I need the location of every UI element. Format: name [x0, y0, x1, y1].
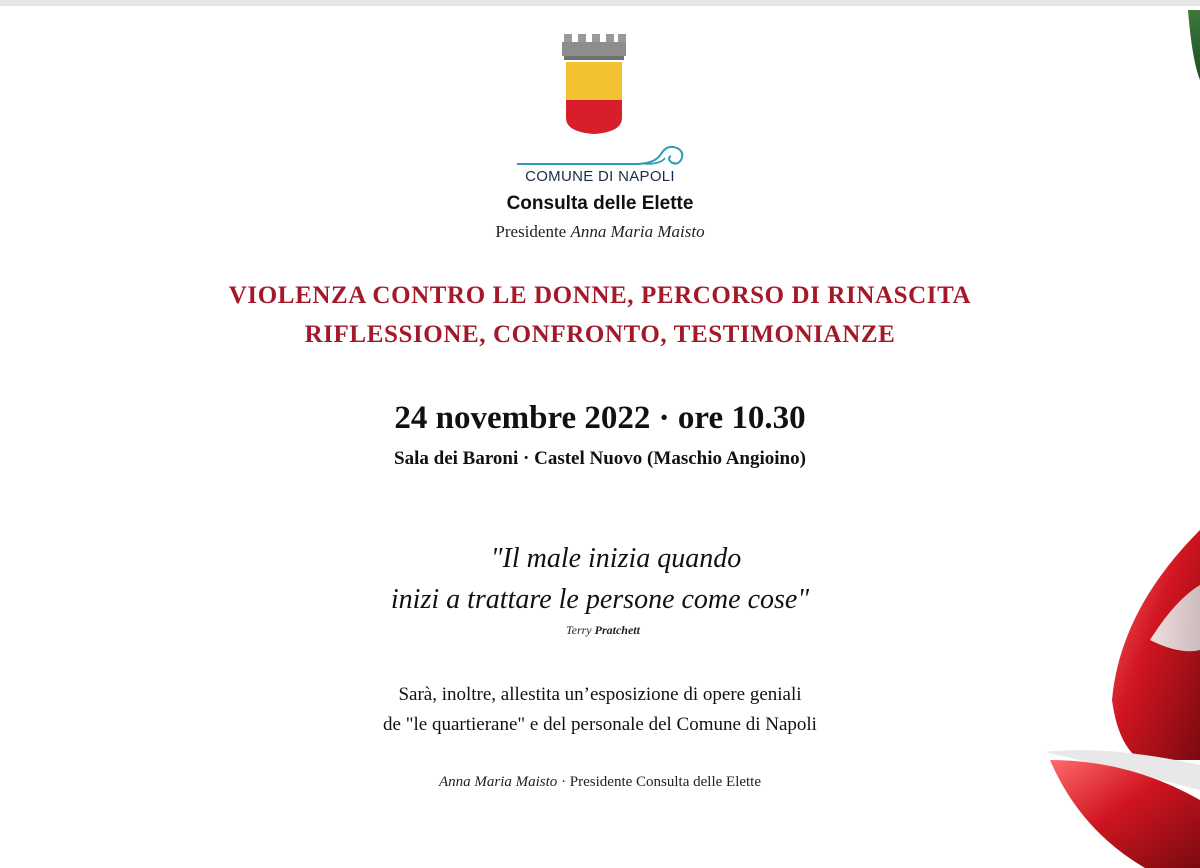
- event-venue: Sala dei Baroni · Castel Nuovo (Maschio Angioino): [394, 448, 806, 469]
- presidente-line: [0, 222, 1200, 242]
- event-title-line2: RIFLESSIONE, CONFRONTO, TESTIMONIANZE: [304, 321, 896, 348]
- exhibition-line2: de "le quartierane" e del personale del Comune di Napoli: [383, 714, 817, 735]
- signature-role: · Presidente Consulta delle Elette: [557, 774, 762, 790]
- consulta-heading: Consulta delle Elette: [506, 193, 694, 214]
- napoli-text: NAPOLI: [618, 168, 675, 185]
- naples-crest-icon: [558, 34, 628, 138]
- signature-name: Anna Maria Maisto: [438, 774, 558, 790]
- comune-text: COMUNE DI: [525, 168, 619, 185]
- presidente-label: Presidente: [495, 222, 571, 241]
- author-last-name: Pratchett: [594, 623, 640, 637]
- quote-line2: inizi a trattare le persone come cose": [390, 584, 810, 615]
- signature-line: [0, 774, 1200, 791]
- quote-author: [3, 623, 1200, 638]
- comune-di-napoli-logo-text: [0, 168, 1200, 185]
- exhibition-line1: Sarà, inoltre, allestita un’esposizione di opere geniali: [398, 684, 802, 705]
- event-date-time: 24 novembre 2022 · ore 10.30: [394, 400, 806, 436]
- event-title-line1: VIOLENZA CONTRO LE DONNE, PERCORSO DI RINASCITA: [228, 282, 972, 309]
- presidente-name: Anna Maria Maisto: [570, 222, 705, 241]
- author-first-name: Terry: [566, 623, 595, 637]
- quote-line1: "Il male inizia quando: [490, 543, 742, 574]
